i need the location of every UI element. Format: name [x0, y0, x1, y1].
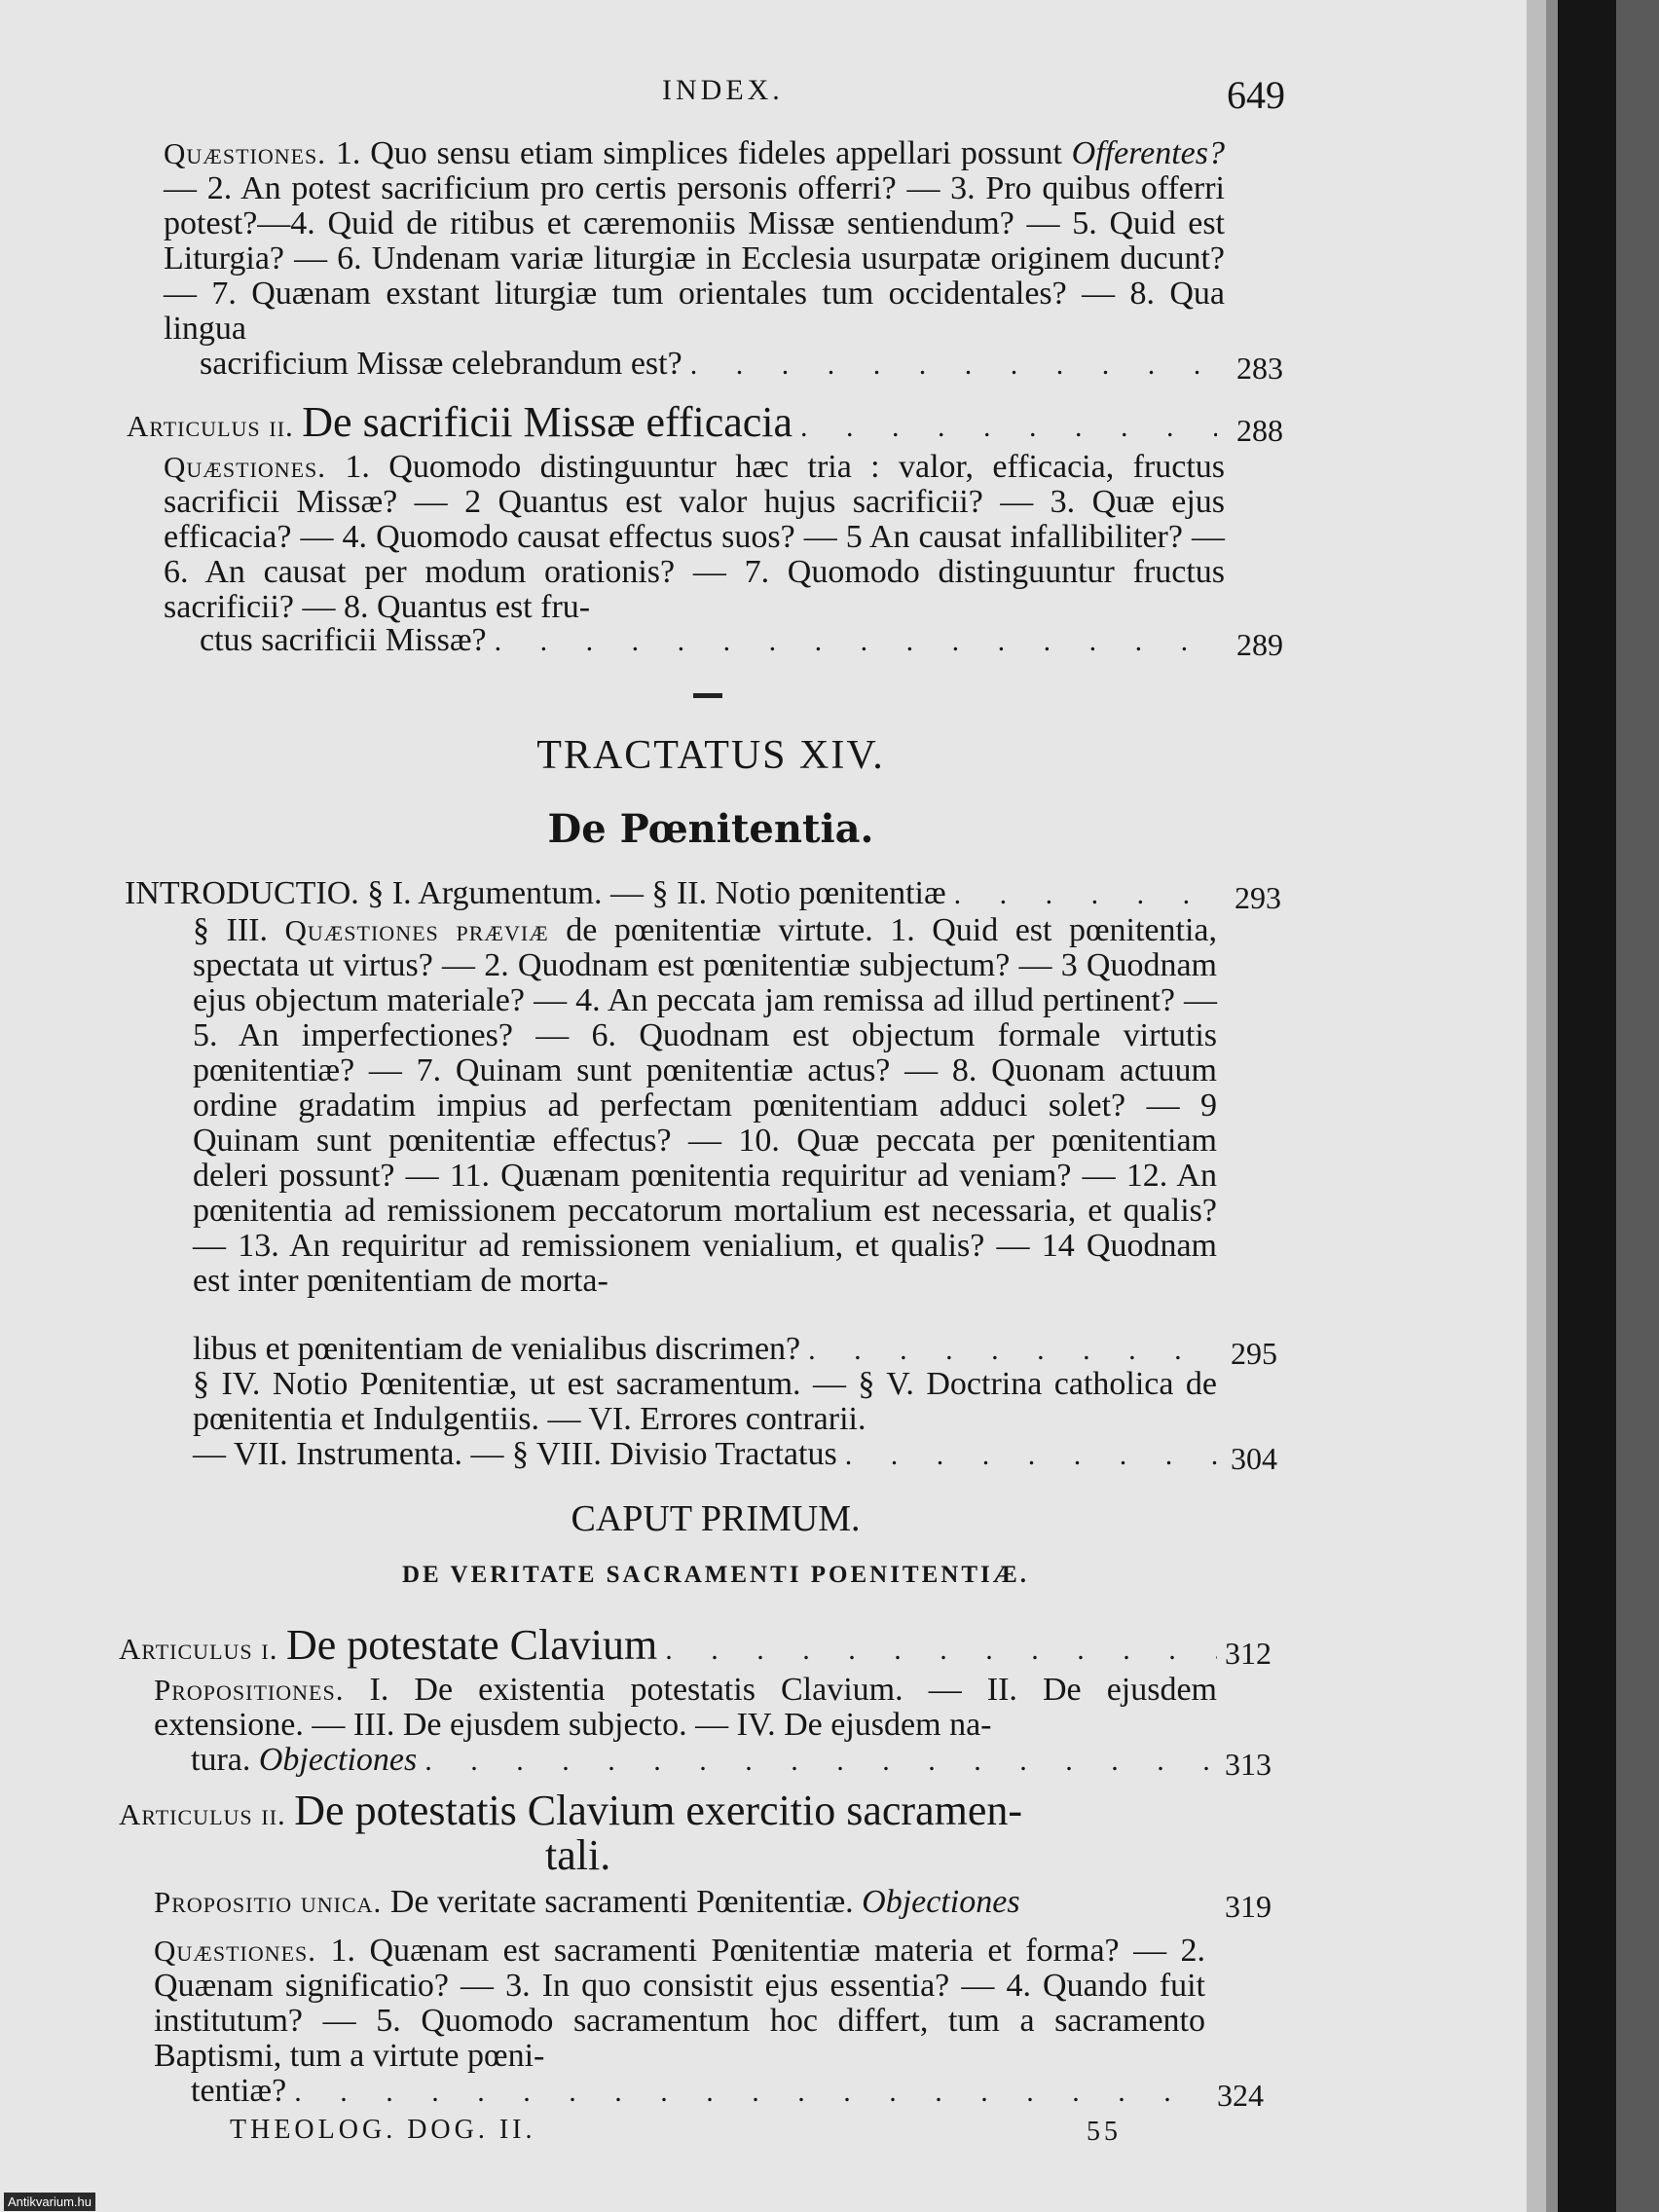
propositio-unica-entry: [154, 1885, 1225, 1920]
entry-text: 1. Quomodo distinguuntur hæc tria : valor, efficacia, fructus sacrificii Missæ? — 2 Quantus est valor hujus sacrificii? — 3. Quæ ejus efficacia? — 4. Quomodo causat effectus suos? — 5 An causat infallibiliter? — 6. An causat per modum orationis? — 7. Quomodo distinguuntur fructus sacrificii? — 8. Quantus est fru-: [164, 449, 1225, 625]
section-4-last: [193, 1437, 1217, 1473]
entry-text: 1. Quo sensu etiam simplices fideles appellari possunt: [335, 135, 1062, 171]
entry-label: Quæstiones.: [164, 136, 327, 170]
articulus-title: De potestatis Clavium exercitio sacramen-: [294, 1787, 1023, 1834]
entry-text: § IV. Notio Pœnitentiæ, ut est sacramentum. — § V. Doctrina catholica de pœnitentia et Indulgentiis. — VI. Errores contrarii.: [193, 1366, 1217, 1437]
page-ref-293: 293: [1235, 880, 1281, 915]
articulus-2-heading: [127, 397, 1217, 447]
page-edge: [1527, 0, 1546, 2212]
articulus-title: De sacrificii Missæ efficacia: [302, 398, 793, 446]
page-ref-295: 295: [1231, 1336, 1277, 1371]
entry-italic: Objectiones: [258, 1742, 418, 1778]
articulus-label: Articulus ii.: [119, 1797, 286, 1831]
quaestiones-entry-2: [164, 450, 1225, 625]
leader-dots: [286, 2075, 1205, 2110]
quaestiones-entry-1-last: [200, 347, 1217, 383]
section-number: § III.: [193, 912, 268, 948]
entry-last-line: tentiæ?: [191, 2073, 287, 2109]
tractatus-title: TRACTATUS XIV.: [536, 733, 885, 778]
sheet-number: 55: [1087, 2117, 1122, 2147]
propositiones-entry: [154, 1673, 1217, 1743]
quaestiones-entry-1: [164, 136, 1225, 347]
quaestiones-entry-3-last: [191, 2074, 1205, 2110]
leader-dots: [417, 1744, 1217, 1779]
section-3-entry: [193, 913, 1217, 1299]
entry-last-line: ctus sacrificii Missæ?: [200, 622, 487, 658]
caput-title: CAPUT PRIMUM.: [571, 1498, 861, 1539]
entry-italic: Objectiones: [862, 1884, 1020, 1920]
leader-dots: [657, 1634, 1217, 1667]
entry-text: de pœnitentiæ virtute. 1. Quid est pœnitentia, spectata ut virtus? — 2. Quodnam est pœnitentiæ subjectum? — 3 Quodnam ejus objectum materiale? — 4. An peccata jam remissa ad illud pertinent? — 5. An imperfectiones? — 6. Quodnam est objectum formale virtutis pœnitentiæ? — 7. Quinam sunt pœnitentiæ actus? — 8. Quonam actuum ordine gradatim impius ad perfectam pœnitentiam adduci solet? — 9 Quinam sunt pœnitentiæ effectus? — 10. Quæ peccata per pœnitentiam deleri possunt? — 11. Quænam pœnitentia requiritur ad veniam? — 12. An pœnitentia ad remissionem peccatorum mortalium est necessaria, et qualis? — 13. An requiritur ad remissionem venialium, et qualis? — 14 Quodnam est inter pœnitentiam de morta-: [193, 912, 1217, 1299]
section-divider: [693, 693, 722, 698]
watermark: Antikvarium.hu: [4, 2193, 95, 2211]
quaestiones-entry-3: [154, 1934, 1205, 2074]
articulus-1-heading: [119, 1620, 1217, 1670]
entry-text-rest: — 2. An potest sacrificium pro certis personis offerri? — 3. Pro quibus offerri potest?—4. Quid de ritibus et cæremoniis Missæ sentiendum? — 5. Quid est Liturgia? — 6. Undenam variæ liturgiæ in Ecclesia usurpatæ originem ducunt? — 7. Quænam exstant liturgiæ tum orientales tum occidentales? — 8. Qua lingua: [164, 170, 1225, 347]
introductio-lead: INTRODUCTIO. § I. Argumentum. — § II. Notio pœnitentiæ: [125, 875, 946, 911]
leader-dots: [800, 1333, 1217, 1368]
entry-label: Quæstiones præviæ: [284, 913, 549, 947]
page-ref-283: 283: [1236, 350, 1283, 386]
page-ref-324: 324: [1217, 2078, 1264, 2113]
entry-last-line: — VII. Instrumenta. — § VIII. Divisio Tractatus: [193, 1436, 837, 1472]
page-number: 649: [1227, 73, 1285, 117]
page-ref-313: 313: [1225, 1747, 1272, 1782]
articulus-label: Articulus ii.: [127, 409, 294, 443]
entry-label: Propositiones.: [154, 1673, 345, 1707]
articulus-2b-title-cont: tali.: [545, 1831, 611, 1879]
leader-dots: [837, 1438, 1217, 1473]
section-4-entry: [193, 1367, 1217, 1437]
propositiones-last: [191, 1743, 1217, 1779]
page-ref-312: 312: [1225, 1636, 1272, 1671]
running-head: INDEX.: [662, 74, 784, 106]
entry-label: Propositio unica.: [154, 1885, 383, 1919]
leader-dots: [793, 411, 1217, 444]
entry-last-line: sacrificium Missæ celebrandum est?: [200, 346, 682, 382]
entry-italic: Offerentes?: [1071, 135, 1226, 171]
articulus-label: Articulus i.: [119, 1632, 278, 1666]
binding-strip: [1616, 0, 1659, 2212]
entry-label: Quæstiones.: [164, 450, 327, 484]
entry-label: Quæstiones.: [154, 1934, 317, 1968]
leader-dots: [487, 624, 1217, 659]
entry-text: 1. Quænam est sacramenti Pœnitentiæ materia et forma? — 2. Quænam significatio? — 3. In quo consistit ejus essentia? — 4. Quando fuit institutum? — 5. Quomodo sacramentum hoc differt, tum a sacramento Baptismi, tum a virtute pœni-: [154, 1933, 1206, 2074]
caput-subtitle: DE VERITATE SACRAMENTI POENITENTIÆ.: [402, 1562, 1029, 1588]
leader-dots: [682, 348, 1217, 383]
page-ref-288: 288: [1236, 413, 1283, 448]
introductio-entry: [125, 876, 1217, 912]
entry-text: I. De existentia potestatis Clavium. — II. De ejusdem extensione. — III. De ejusdem subjecto. — IV. De ejusdem na-: [154, 1672, 1218, 1743]
page-ref-319: 319: [1225, 1889, 1272, 1924]
page-ref-289: 289: [1236, 627, 1283, 662]
articulus-title: De potestate Clavium: [285, 1621, 658, 1669]
signature-line: THEOLOG. DOG. II.: [230, 2115, 536, 2145]
entry-last-line: tura.: [191, 1742, 251, 1778]
entry-text: De veritate sacramenti Pœnitentiæ.: [389, 1884, 854, 1920]
section-3-last: [193, 1332, 1217, 1368]
quaestiones-entry-2-last: [200, 623, 1217, 659]
leader-dots: [946, 877, 1217, 912]
tractatus-subtitle: De Pœnitentia.: [547, 806, 874, 852]
entry-last-line: libus et pœnitentiam de venialibus discrimen?: [193, 1331, 801, 1367]
page-ref-304: 304: [1231, 1441, 1277, 1476]
articulus-2b-heading: [119, 1786, 1219, 1835]
page-edge-shadow: [1546, 0, 1558, 2212]
